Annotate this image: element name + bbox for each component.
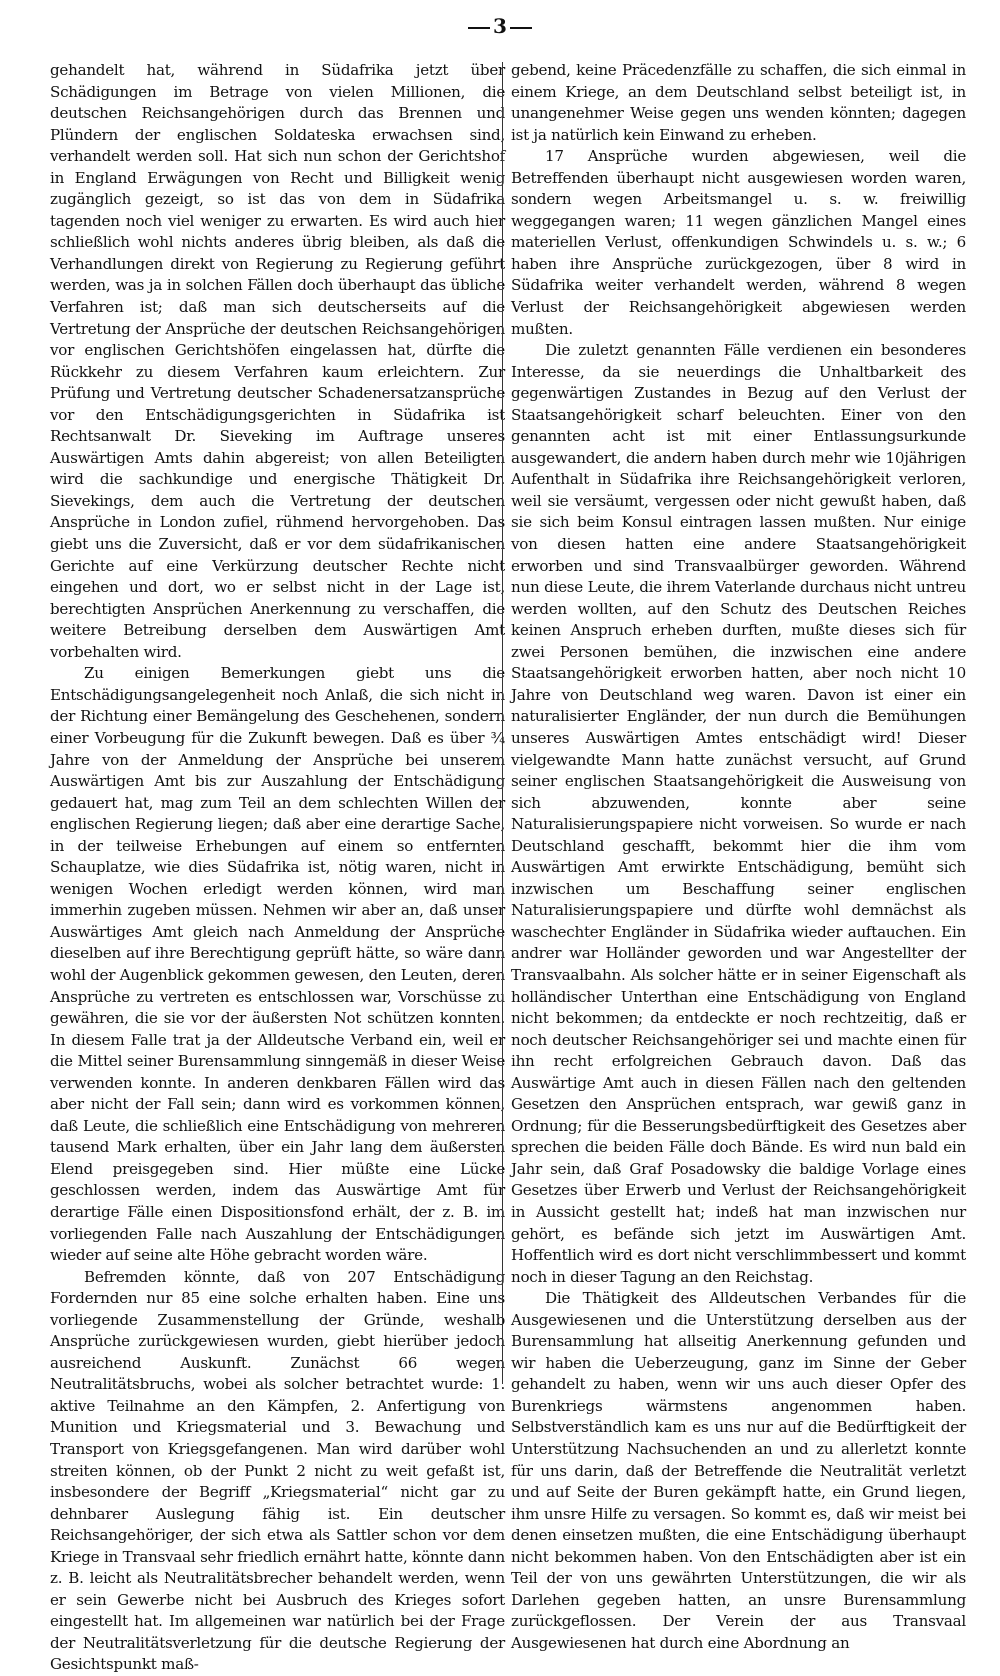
right-paragraph-1: gebend, keine Präcedenzfälle zu schaffen, die sich einmal in einem Kriege, an dem Deutschland selbst beteiligt ist, in unangenehmer Weise gegen uns wenden könnten; dagegen ist ja natürlich kein Einwand zu erheben. [511,61,966,144]
left-column [50,60,505,1676]
page-number-value: 3 [493,14,507,38]
right-paragraph-4: Die Thätigkeit des Alldeutschen Verbandes für die Ausgewiesenen und die Unterstützung derselben aus der Burensammlung hat allseitig Anerkennung gefunden und wir haben die Ueberzeugung, ganz im Sinne der Geber gehandelt zu haben, wenn wir uns auch dieser Opfer des Burenkriegs wärmstens angenommen haben. Selbstverständlich kam es uns nur auf die Bedürftigkeit der Unterstützung Nachsuchenden an und zu allerletzt konnte für uns darin, daß der Betreffende die Neutralität verletzt und auf Seite der Buren gekämpft hatte, ein Grund liegen, ihm unsre Hilfe zu versagen. So kommt es, daß wir meist bei denen einsetzen mußten, die eine Entschädigung überhaupt nicht bekommen haben. Von den Entschädigten aber ist ein Teil der von uns gewährten Unterstützungen, die wir als Darlehen gegeben hatten, an unsre Burensammlung zurückgeflossen. Der Verein der aus Transvaal Ausgewiesenen hat durch eine Abordnung an [511,1289,966,1652]
page-number-left-dash [468,27,490,29]
right-column [511,60,966,1654]
left-paragraph-2: Zu einigen Bemerkungen giebt uns die Entschädigungsangelegenheit noch Anlaß, die sich nicht in der Richtung einer Bemängelung des Geschehenen, sondern einer Vorbeugung für die Zukunft bewegen. Daß es über ¾ Jahre von der Anmeldung der Ansprüche bei unserem Auswärtigen Amt bis zur Auszahlung der Entschädigung gedauert hat, mag zum Teil an dem schlechten Willen der englischen Regierung liegen; daß aber eine derartige Sache, in der teilweise Erhebungen auf einem so entfernten Schauplatze, wie dies Südafrika ist, nötig waren, nicht in wenigen Wochen erledigt werden können, wird man immerhin zugeben müssen. Nehmen wir aber an, daß unser Auswärtiges Amt gleich nach Anmeldung der Ansprüche dieselben auf ihre Berechtigung geprüft hätte, so wäre dann wohl der Augenblick gekommen gewesen, den Leuten, deren Ansprüche zu vertreten es entschlossen war, Vorschüsse zu gewähren, die sie vor der äußersten Not schützen konnten. In diesem Falle trat ja der Alldeutsche Verband ein, weil er die Mittel seiner Burensammlung sinngemäß in dieser Weise verwenden konnte. In anderen denkbaren Fällen wird das aber nicht der Fall sein; dann wird es vorkommen können, daß Leute, die schließlich eine Entschädigung von mehreren tausend Mark erhalten, über ein Jahr lang dem äußersten Elend preisgegeben sind. Hier müßte eine Lücke geschlossen werden, indem das Auswärtige Amt für derartige Fälle einen Dispositionsfond erhält, der z. B. im vorliegenden Falle nach Auszahlung der Entschädigungen wieder auf seine alte Höhe gebracht worden wäre. [50,664,505,1265]
page-number [0,14,1000,38]
left-paragraph-3: Befremden könnte, daß von 207 Entschädigung Fordernden nur 85 eine solche erhalten haben. Eine uns vorliegende Zusammenstellung der Gründe, weshalb Ansprüche zurückgewiesen wurden, giebt hierüber jedoch ausreichend Auskunft. Zunächst 66 wegen Neutralitätsbruchs, wobei als solcher betrachtet wurde: 1. aktive Teilnahme an den Kämpfen, 2. Anfertigung von Munition und Kriegsmaterial und 3. Bewachung und Transport von Kriegsgefangenen. Man wird darüber wohl streiten können, ob der Punkt 2 nicht zu weit gefaßt ist, insbesondere der Begriff „Kriegsmaterial“ nicht gar zu dehnbarer Auslegung fähig ist. Ein deutscher Reichsangehöriger, der sich etwa als Sattler schon vor dem Kriege in Transvaal sehr friedlich ernährt hatte, könnte dann z. B. leicht als Neutralitätsbrecher behandelt werden, wenn er sein Gewerbe nicht bei Ausbruch des Krieges sofort eingestellt hat. Im allgemeinen war natürlich bei der Frage der Neutralitätsverletzung für die deutsche Regierung der Gesichtspunkt maß- [50,1267,505,1674]
left-paragraph-1: gehandelt hat, während in Südafrika jetzt über Schädigungen im Betrage von vielen Millionen, die deutschen Reichsangehörigen durch das Brennen und Plündern der englischen Soldateska erwachsen sind, verhandelt werden soll. Hat sich nun schon der Gerichtshof in England Erwägungen von Recht und Billigkeit wenig zugänglich gezeigt, so ist das von dem in Südafrika tagenden noch viel weniger zu erwarten. Es wird auch hier schließlich wohl nichts anderes übrig bleiben, als daß die Verhandlungen direkt von Regierung zu Regierung geführt werden, was ja in solchen Fällen doch überhaupt das übliche Verfahren ist; daß man sich deutscherseits auf die Vertretung der Ansprüche der deutschen Reichsangehörigen vor englischen Gerichtshöfen eingelassen hat, dürfte die Rückkehr zu diesem Verfahren kaum erleichtern. Zur Prüfung und Vertretung deutscher Schadenersatzansprüche vor den Entschädigungsgerichten in Südafrika ist Rechtsanwalt Dr. Sieveking im Auftrage unseres Auswärtigen Amts dahin abgereist; von allen Beteiligten wird die sachkundige und energische Thätigkeit Dr. Sievekings, dem auch die Vertretung der deutschen Ansprüche in London zufiel, rühmend hervorgehoben. Das giebt uns die Zuversicht, daß er vor dem südafrikanischen Gerichte auf eine Verkürzung deutscher Rechte nicht eingehen und dort, wo er selbst nicht in der Lage ist, berechtigten Ansprüchen Anerkennung zu verschaffen, die weitere Betreibung derselben dem Auswärtigen Amt vorbehalten wird. [50,61,505,661]
column-divider [502,62,503,1384]
right-paragraph-3: Die zuletzt genannten Fälle verdienen ein besonderes Interesse, da sie neuerdings die Unhaltbarkeit des gegenwärtigen Zustandes in Bezug auf den Verlust der Staatsangehörigkeit scharf beleuchten. Einer von den genannten acht ist mit einer Entlassungsurkunde ausgewandert, die andern haben durch mehr wie 10jährigen Aufenthalt in Südafrika ihre Reichsangehörigkeit verloren, weil sie versäumt, vergessen oder nicht gewußt haben, daß sie sich beim Konsul eintragen lassen mußten. Nur einige von diesen hatten eine andere Staatsangehörigkeit erworben und sind Transvaalbürger geworden. Während nun diese Leute, die ihrem Vaterlande durchaus nicht untreu werden wollten, auf den Schutz des Deutschen Reiches keinen Anspruch erheben durften, mußte dieses sich für zwei Personen bemühen, die inzwischen eine andere Staatsangehörigkeit erworben hatten, aber noch nicht 10 Jahre von Deutschland weg waren. Davon ist einer ein naturalisierter Engländer, der nun durch die Bemühungen unseres Auswärtigen Amtes entschädigt wird! Dieser vielgewandte Mann hatte zunächst versucht, auf Grund seiner englischen Staatsangehörigkeit die Ausweisung von sich abzuwenden, konnte aber seine Naturalisierungspapiere nicht vorweisen. So wurde er nach Deutschland geschafft, bekommt hier die ihm vom Auswärtigen Amt erwirkte Entschädigung, bemüht sich inzwischen um Beschaffung seiner englischen Naturalisierungspapiere und dürfte wohl demnächst als waschechter Engländer in Südafrika wieder auftauchen. Ein andrer war Holländer geworden und war Angestellter der Transvaalbahn. Als solcher hätte er in seiner Eigenschaft als holländischer Unterthan eine Entschädigung von England nicht bekommen; da entdeckte er noch rechtzeitig, daß er noch deutscher Reichsangehöriger sei und machte einen für ihn recht erfolgreichen Gebrauch davon. Daß das Auswärtige Amt auch in diesen Fällen nach den geltenden Gesetzen den Ansprüchen entsprach, war gewiß ganz in Ordnung; für die Besserungsbedürftigkeit des Gesetzes aber sprechen die beiden Fälle doch Bände. Es wird nun bald ein Jahr sein, daß Graf Posadowsky die baldige Vorlage eines Gesetzes über Erwerb und Verlust der Reichsangehörigkeit in Aussicht gestellt hat; indeß hat man inzwischen nur gehört, es befände sich jetzt im Auswärtigen Amt. Hoffentlich wird es dort nicht verschlimmbessert und kommt noch in dieser Tagung an den Reichstag. [511,341,966,1286]
page-number-right-dash [510,27,532,29]
right-paragraph-2: 17 Ansprüche wurden abgewiesen, weil die Betreffenden überhaupt nicht ausgewiesen worden waren, sondern wegen Arbeitsmangel u. s. w. freiwillig weggegangen waren; 11 wegen gänzlichen Mangel eines materiellen Verlust, offenkundigen Schwindels u. s. w.; 6 haben ihre Ansprüche zurückgezogen, über 8 wird in Südafrika weiter verhandelt werden, während 8 wegen Verlust der Reichsangehörigkeit abgewiesen werden mußten. [511,147,966,338]
